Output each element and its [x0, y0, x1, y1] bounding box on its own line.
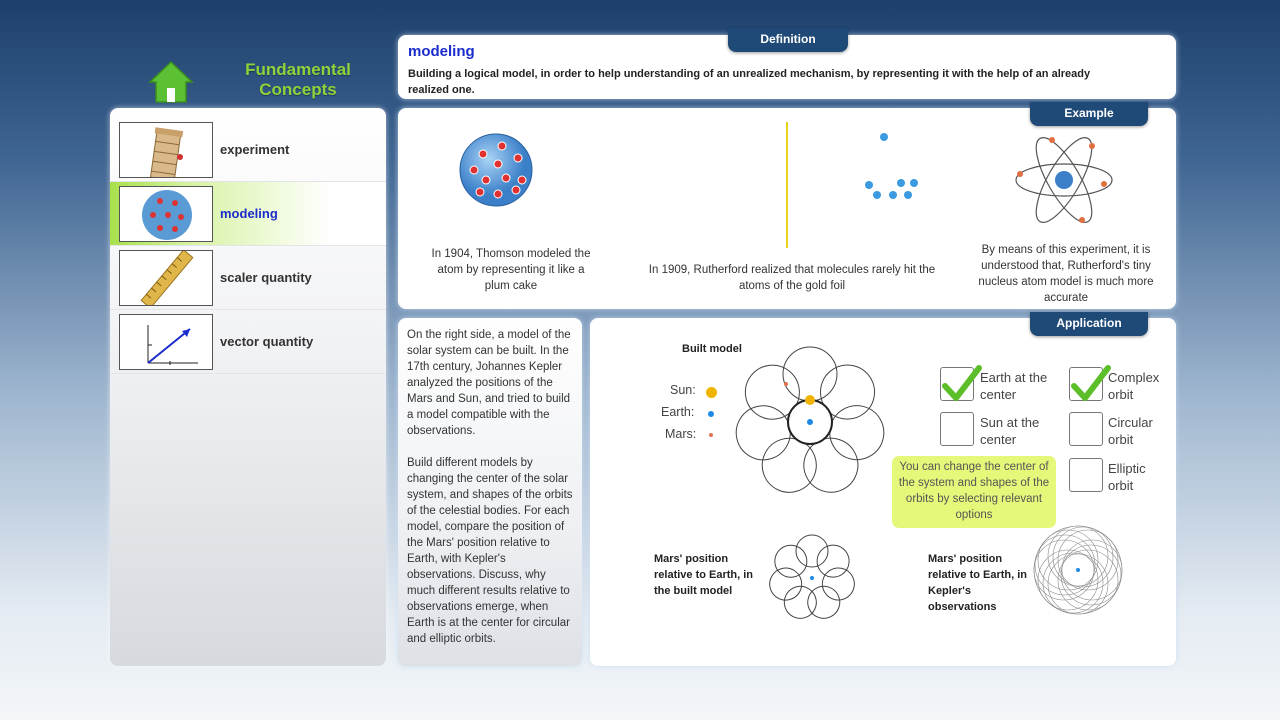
- ruler-thumbnail: [119, 250, 213, 306]
- earth-at-center-label: Earth at the center: [980, 370, 1048, 402]
- mars-legend-icon: [709, 433, 713, 437]
- rutherford-conclusion-caption: By means of this experiment, it is understood that, Rutherford's tiny nucleus atom model is much more accurate: [978, 244, 1154, 304]
- sun-at-center-checkbox[interactable]: [940, 412, 974, 446]
- sun-legend-icon: [706, 387, 717, 398]
- earth-legend-label: Earth:: [661, 405, 695, 419]
- sidebar-item-label: scaler quantity: [220, 270, 312, 285]
- app-title-line1: Fundamental: [245, 60, 351, 79]
- tab-example: Example: [1030, 102, 1148, 126]
- instruction-paragraph-1: On the right side, a model of the solar system can be built. In the 17th century, Johannes Kepler analyzed the positions of the Mars and Sun, and tried to build a model compatible with the observations.: [407, 329, 571, 437]
- sidebar-item-vector-quantity[interactable]: [110, 310, 386, 374]
- atom-model-thumbnail: [119, 186, 213, 242]
- gold-foil-line: [786, 122, 788, 248]
- vector-graph-thumbnail: [119, 314, 213, 370]
- sidebar: [110, 108, 386, 666]
- hint-tooltip: You can change the center of the system and shapes of the orbits by selecting relevant options: [892, 456, 1056, 528]
- built-model-orbit-diagram[interactable]: [734, 346, 886, 498]
- thomson-caption: In 1904, Thomson modeled the atom by representing it like a plum cake: [431, 248, 591, 292]
- circular-orbit-checkbox[interactable]: [1069, 412, 1103, 446]
- sun-at-center-label: Sun at the center: [980, 415, 1040, 447]
- tab-application: Application: [1030, 312, 1148, 336]
- example-panel: [398, 108, 1176, 309]
- rutherford-atom-illustration: [1012, 132, 1116, 228]
- rutherford-caption: In 1909, Rutherford realized that molecules rarely hit the atoms of the gold foil: [648, 264, 936, 292]
- sidebar-item-modeling[interactable]: [110, 182, 386, 246]
- elliptic-orbit-checkbox[interactable]: [1069, 458, 1103, 492]
- definition-term: modeling: [408, 43, 475, 60]
- sidebar-item-experiment[interactable]: [110, 118, 386, 182]
- mars-built-model-diagram: [766, 532, 858, 624]
- sidebar-item-label: modeling: [220, 206, 278, 221]
- sidebar-item-label: vector quantity: [220, 334, 314, 349]
- scattering-particles-illustration: [858, 130, 928, 202]
- earth-legend-icon: [708, 411, 714, 417]
- built-model-label: Built model: [682, 343, 742, 355]
- instruction-paragraph-2: Build different models by changing the center of the solar system, and shapes of the orbits of the celestial bodies. For each model, compare the position of the Mars' position relative to Earth, with Kepler's observations. Discuss, why much different results relative to observations emerge, when Earth is at the center for circular and elliptic orbits.: [407, 457, 573, 645]
- app-title-line2: Concepts: [259, 80, 337, 99]
- mars-kepler-label: Mars' position relative to Earth, in Kepler's observations: [928, 553, 1028, 613]
- complex-orbit-label: Complex orbit: [1108, 370, 1160, 402]
- sidebar-item-label: experiment: [220, 142, 290, 157]
- sun-legend-label: Sun:: [670, 383, 696, 397]
- mars-kepler-diagram: [1030, 522, 1126, 618]
- earth-at-center-checkbox[interactable]: [940, 367, 974, 401]
- tab-definition: Definition: [728, 28, 848, 52]
- leaning-tower-thumbnail: [119, 122, 213, 178]
- elliptic-orbit-label: Elliptic orbit: [1108, 461, 1146, 493]
- mars-legend-label: Mars:: [665, 427, 697, 441]
- definition-text: Building a logical model, in order to help understanding of an unrealized mechanism, by representing it with the help of an already realized one.: [408, 68, 1091, 96]
- checkmark-icon: [939, 362, 985, 406]
- thomson-atom-illustration: [458, 132, 534, 208]
- sidebar-item-scaler-quantity[interactable]: [110, 246, 386, 310]
- circular-orbit-label: Circular orbit: [1108, 415, 1153, 447]
- mars-built-model-label: Mars' position relative to Earth, in the built model: [654, 553, 754, 597]
- home-icon[interactable]: [148, 60, 194, 104]
- complex-orbit-checkbox[interactable]: [1069, 367, 1103, 401]
- instruction-text-panel: [398, 318, 582, 666]
- app-title: [228, 60, 368, 100]
- application-panel: [590, 318, 1176, 666]
